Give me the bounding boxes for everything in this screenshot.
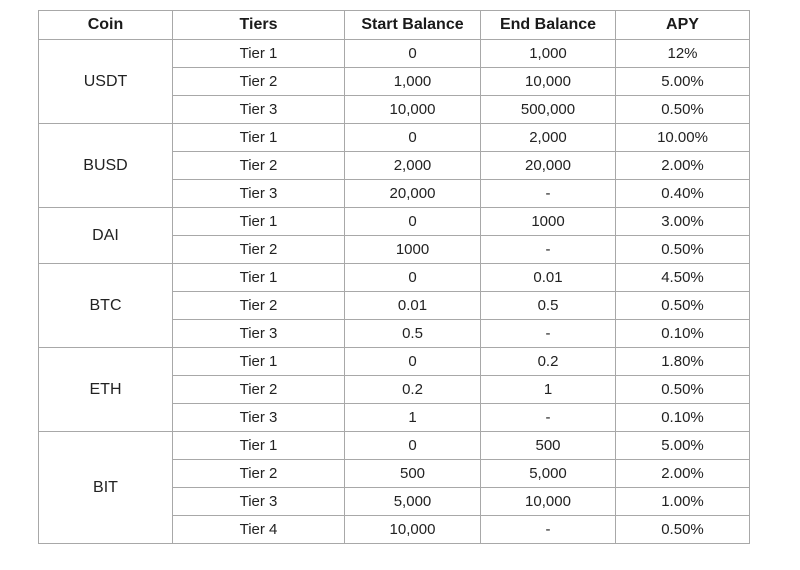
tier-cell: Tier 3 [173, 320, 345, 348]
header-apy: APY [616, 11, 750, 40]
start-balance-cell: 20,000 [345, 180, 481, 208]
apy-cell: 0.50% [616, 236, 750, 264]
tier-cell: Tier 3 [173, 180, 345, 208]
end-balance-cell: 0.2 [481, 348, 616, 376]
end-balance-cell: 500,000 [481, 96, 616, 124]
start-balance-cell: 0.2 [345, 376, 481, 404]
tier-cell: Tier 1 [173, 264, 345, 292]
tier-cell: Tier 2 [173, 292, 345, 320]
apy-cell: 0.50% [616, 96, 750, 124]
end-balance-cell: 5,000 [481, 460, 616, 488]
table-row [39, 40, 750, 68]
end-balance-cell: - [481, 404, 616, 432]
start-balance-cell: 1,000 [345, 68, 481, 96]
header-row [39, 11, 750, 40]
apy-cell: 3.00% [616, 208, 750, 236]
tier-cell: Tier 3 [173, 488, 345, 516]
start-balance-cell: 5,000 [345, 488, 481, 516]
start-balance-cell: 0 [345, 208, 481, 236]
tier-cell: Tier 1 [173, 40, 345, 68]
start-balance-cell: 0 [345, 264, 481, 292]
start-balance-cell: 1000 [345, 236, 481, 264]
end-balance-cell: - [481, 236, 616, 264]
apy-cell: 0.10% [616, 320, 750, 348]
coin-cell: BIT [39, 432, 173, 544]
coin-cell: BUSD [39, 124, 173, 208]
end-balance-cell: 1,000 [481, 40, 616, 68]
coin-cell: BTC [39, 264, 173, 348]
start-balance-cell: 0 [345, 124, 481, 152]
start-balance-cell: 10,000 [345, 96, 481, 124]
header-tiers: Tiers [173, 11, 345, 40]
end-balance-cell: 0.01 [481, 264, 616, 292]
tier-cell: Tier 2 [173, 236, 345, 264]
table-row [39, 124, 750, 152]
apy-cell: 0.10% [616, 404, 750, 432]
header-end-balance: End Balance [481, 11, 616, 40]
tier-cell: Tier 2 [173, 460, 345, 488]
apy-cell: 0.40% [616, 180, 750, 208]
tier-cell: Tier 2 [173, 68, 345, 96]
apy-cell: 2.00% [616, 152, 750, 180]
tier-cell: Tier 3 [173, 96, 345, 124]
apy-cell: 12% [616, 40, 750, 68]
tier-cell: Tier 1 [173, 432, 345, 460]
start-balance-cell: 0.5 [345, 320, 481, 348]
start-balance-cell: 0.01 [345, 292, 481, 320]
table-row [39, 432, 750, 460]
apy-cell: 10.00% [616, 124, 750, 152]
table-row [39, 208, 750, 236]
apy-cell: 5.00% [616, 68, 750, 96]
start-balance-cell: 0 [345, 348, 481, 376]
apy-tier-table [38, 10, 750, 544]
start-balance-cell: 2,000 [345, 152, 481, 180]
tier-cell: Tier 4 [173, 516, 345, 544]
start-balance-cell: 1 [345, 404, 481, 432]
end-balance-cell: 1000 [481, 208, 616, 236]
end-balance-cell: 10,000 [481, 488, 616, 516]
end-balance-cell: 2,000 [481, 124, 616, 152]
coin-cell: ETH [39, 348, 173, 432]
apy-cell: 1.80% [616, 348, 750, 376]
tier-cell: Tier 2 [173, 152, 345, 180]
end-balance-cell: 20,000 [481, 152, 616, 180]
table-header [39, 11, 750, 40]
apy-cell: 5.00% [616, 432, 750, 460]
end-balance-cell: - [481, 516, 616, 544]
end-balance-cell: 0.5 [481, 292, 616, 320]
table-row [39, 348, 750, 376]
end-balance-cell: 1 [481, 376, 616, 404]
coin-cell: DAI [39, 208, 173, 264]
end-balance-cell: - [481, 180, 616, 208]
apy-cell: 0.50% [616, 516, 750, 544]
tier-cell: Tier 3 [173, 404, 345, 432]
start-balance-cell: 0 [345, 40, 481, 68]
table-row [39, 264, 750, 292]
apy-cell: 0.50% [616, 292, 750, 320]
apy-cell: 2.00% [616, 460, 750, 488]
start-balance-cell: 0 [345, 432, 481, 460]
end-balance-cell: - [481, 320, 616, 348]
end-balance-cell: 500 [481, 432, 616, 460]
tier-cell: Tier 1 [173, 348, 345, 376]
start-balance-cell: 10,000 [345, 516, 481, 544]
start-balance-cell: 500 [345, 460, 481, 488]
apy-cell: 0.50% [616, 376, 750, 404]
apy-cell: 1.00% [616, 488, 750, 516]
tier-cell: Tier 2 [173, 376, 345, 404]
end-balance-cell: 10,000 [481, 68, 616, 96]
apy-cell: 4.50% [616, 264, 750, 292]
tier-cell: Tier 1 [173, 124, 345, 152]
tier-cell: Tier 1 [173, 208, 345, 236]
header-start-balance: Start Balance [345, 11, 481, 40]
coin-cell: USDT [39, 40, 173, 124]
header-coin: Coin [39, 11, 173, 40]
table-body [39, 40, 750, 544]
